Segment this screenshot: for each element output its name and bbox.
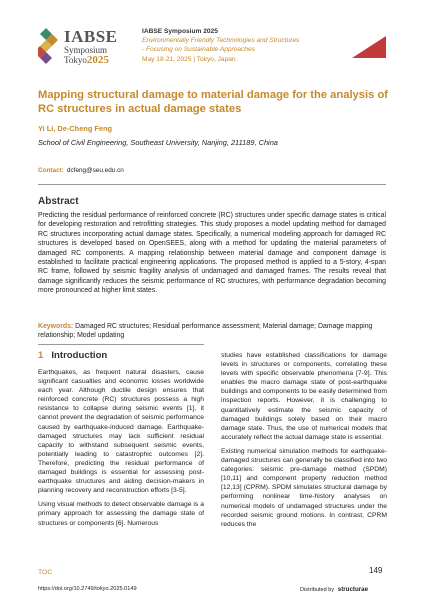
keywords-label: Keywords: bbox=[38, 323, 74, 330]
intro-paragraph-2: Using visual methods to detect observable damage is a primary approach for assessing the damage state of structures or components [6]. Numerous bbox=[38, 501, 204, 527]
logo-city-line bbox=[64, 55, 118, 66]
conference-theme-line1: Environmentally Friendly Technologies and Structures bbox=[142, 37, 300, 45]
distributed-by bbox=[300, 586, 368, 593]
distributor-logo: structurae bbox=[337, 586, 369, 593]
abstract-text: Predicting the residual performance of reinforced concrete (RC) structures under specific damage states is critical for developing restoration and retrofitting strategies. This study proposes a model updating method for damaged RC structures incorporating actual damage states. Specifically, a numerical modeling approach for damaged RC structures is developed based on OpenSEES, along with a method for updating the material parameters of damaged RC components. A mapping relationship between material damage and component damage is established to facilitate practical engineering applications. The proposed method is applied to a 5-story, 4-span RC frame, followed by seismic fragility analysis of undamaged and damaged frames. The results reveal that damage significantly reduces the seismic performance of RC structures, with performance degradation becoming more pronounced at higher limit states. bbox=[38, 212, 386, 295]
divider-intro bbox=[38, 344, 204, 345]
section-heading-introduction bbox=[38, 350, 107, 361]
logo-year-text: 2025 bbox=[86, 54, 109, 66]
paper-affiliation: School of Civil Engineering, Southeast University, Nanjing, 211189, China bbox=[38, 138, 278, 147]
keywords-text: Damaged RC structures; Residual performance assessment; Material damage; Damage mapping relationship; Model updating bbox=[38, 323, 373, 340]
corner-triangle-icon bbox=[352, 36, 386, 58]
intro-paragraph-1: Earthquakes, as frequent natural disasters, cause significant casualties and economic losses worldwide each year. Although ductile design ensures that reinforced concrete (RC) structures possess a high resistance to collapse during seismic events [1], it cannot prevent the degradation of seismic performance caused by earthquake-induced damage. Earthquake-damaged structures may lack sufficient residual capacity to withstand subsequent seismic events, potentially leading to catastrophic outcomes [2]. Therefore, predicting the residual performance of damaged buildings is essential for assessing post-earthquake structures and aiding decision-makers in planning recovery and reconstruction efforts [3-5]. bbox=[38, 369, 204, 495]
distributed-by-label: Distributed by bbox=[300, 587, 335, 593]
keywords-line bbox=[38, 322, 386, 341]
conference-info bbox=[142, 27, 342, 64]
logo-iabse-text: IABSE bbox=[64, 27, 118, 46]
abstract-heading: Abstract bbox=[38, 196, 79, 207]
divider-top bbox=[38, 184, 386, 185]
conference-dates-location: May 18-21, 2025 | Tokyo, Japan bbox=[142, 55, 236, 63]
doi-link[interactable]: https://doi.org/10.2749/tokyo.2025.0149 bbox=[38, 586, 137, 592]
toc-link[interactable]: TOC bbox=[38, 569, 53, 576]
contact-line bbox=[38, 167, 124, 174]
intro-paragraph-4: Existing numerical simulation methods for earthquake-damaged structures can generally be classified into two categories: seismic pre-damage method (SPDM) [10,11] and component property reduction method [12,13] (CPRM). SPDM simulates structural damage by performing nonlinear time-history analyses on numerical models of undamaged structures under the recorded seismic ground motions. In contrast, CPRM reduces the bbox=[221, 447, 387, 528]
column-left bbox=[38, 368, 204, 533]
section-title: Introduction bbox=[51, 350, 108, 361]
paper-title: Mapping structural damage to material damage for the analysis of RC structures in actual damage states bbox=[38, 89, 389, 115]
contact-label: Contact: bbox=[38, 167, 64, 174]
page-number: 149 bbox=[369, 566, 383, 575]
section-number: 1 bbox=[38, 350, 44, 361]
column-right bbox=[221, 351, 387, 534]
conference-name: IABSE Symposium 2025 bbox=[142, 28, 218, 35]
intro-paragraph-3: studies have established classifications for damage levels in structures or components, correlating these levels with specific observable phenomena [7-9]. This enables the macro damage state of post-earthquake buildings and components to be easily determined from inspection reports. However, it is challenging to quantitatively estimate the seismic capacity of damaged buildings solely based on their macro damage state. Thus, the use of numerical models that accurately reflect the actual damage state is essential. bbox=[221, 352, 387, 441]
logo-city-text: Tokyo bbox=[64, 55, 87, 65]
conference-theme-line2: - Focusing on Sustainable Approaches bbox=[142, 46, 256, 54]
conference-logo bbox=[38, 24, 134, 68]
logo-symposium-text: Symposium bbox=[64, 45, 108, 55]
paper-authors: Yi Li, De-Cheng Feng bbox=[38, 124, 113, 133]
contact-email: dcfeng@seu.edu.cn bbox=[66, 167, 124, 174]
